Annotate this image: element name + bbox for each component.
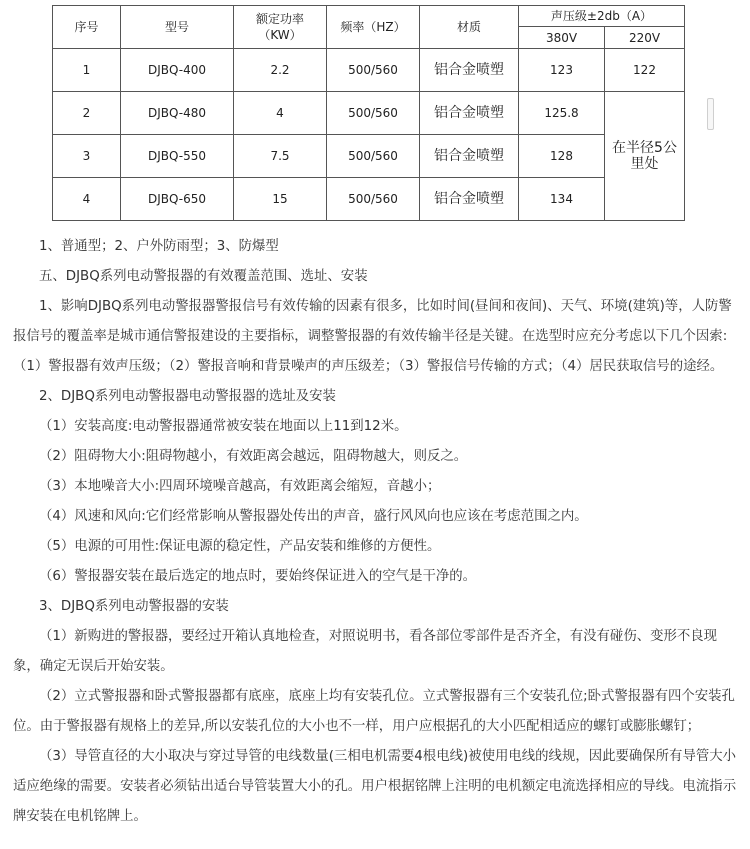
cell-material: 铝合金喷塑 (420, 92, 519, 135)
article-body (13, 232, 738, 832)
list-item: （2）立式警报器和卧式警报器都有底座，底座上均有安装孔位。立式警报器有三个安装孔位;卧式警报器有四个安装孔位。由于警报器有规格上的差异,所以安装孔位的大小也不一样，用户应根据孔的大小匹配相适应的螺钉或膨胀螺钉； (13, 689, 735, 734)
cell-380v: 125.8 (519, 92, 605, 135)
cell-model: DJBQ-480 (121, 92, 234, 135)
list-item: （3）本地噪音大小:四周环境噪音越高，有效距离会缩短，音越小； (39, 479, 441, 494)
cell-material: 铝合金喷塑 (420, 178, 519, 221)
cell-freq: 500/560 (327, 92, 420, 135)
list-item: （1）安装高度:电动警报器通常被安装在地面以上11到12米。 (39, 419, 408, 434)
paragraph-types: 1、普通型；2、户外防雨型；3、防爆型 (39, 239, 279, 254)
cell-power: 7.5 (234, 135, 327, 178)
cell-model: DJBQ-400 (121, 49, 234, 92)
table-row (53, 92, 685, 135)
header-380v: 380V (519, 27, 605, 49)
cell-220v: 122 (605, 49, 685, 92)
cell-material: 铝合金喷塑 (420, 49, 519, 92)
cell-380v: 134 (519, 178, 605, 221)
header-seq: 序号 (53, 6, 121, 49)
cell-power: 4 (234, 92, 327, 135)
header-material: 材质 (420, 6, 519, 49)
cell-freq: 500/560 (327, 178, 420, 221)
cell-220v-merged: 在半径5公里处 (605, 92, 685, 221)
header-model: 型号 (121, 6, 234, 49)
header-row (53, 6, 685, 27)
cell-seq: 1 (53, 49, 121, 92)
header-power-unit: （KW） (258, 28, 302, 42)
scroll-handle[interactable] (707, 98, 714, 130)
paragraph: 1、影响DJBQ系列电动警报器警报信号有效传输的因素有很多，比如时间(昼间和夜间)、天气、环境(建筑)等，人防警报信号的覆盖率是城市通信警报建设的主要指标，调整警报器的有效传输半径是关键。在选型时应充分考虑以下几个因索:（1）警报器有效声压级；（2）警报音响和背景噪声的声压级差；（3）警报信号传输的方式；（4）居民获取信号的途经。 (13, 299, 732, 374)
cell-380v: 128 (519, 135, 605, 178)
header-power (234, 6, 327, 49)
table-row (53, 135, 685, 178)
cell-model: DJBQ-650 (121, 178, 234, 221)
section-heading: 五、DJBQ系列电动警报器的有效覆盖范围、选址、安装 (39, 269, 368, 284)
subsection-heading: 3、DJBQ系列电动警报器的安装 (39, 599, 229, 614)
list-item: （2）阻碍物大小:阻碍物越小，有效距离会越远，阻碍物越大，则反之。 (39, 449, 468, 464)
cell-freq: 500/560 (327, 135, 420, 178)
cell-380v: 123 (519, 49, 605, 92)
subsection-heading: 2、DJBQ系列电动警报器电动警报器的选址及安装 (39, 389, 336, 404)
list-item: （1）新购进的警报器，要经过开箱认真地检查，对照说明书，看各部位零部件是否齐全，有没有碰伤、变形不良现象，确定无误后开始安装。 (13, 629, 718, 674)
cell-freq: 500/560 (327, 49, 420, 92)
list-item: （5）电源的可用性:保证电源的稳定性，产品安装和维修的方便性。 (39, 539, 441, 554)
cell-seq: 2 (53, 92, 121, 135)
header-spl: 声压级±2db（A） (519, 6, 685, 27)
spec-table (52, 5, 685, 221)
list-item: （3）导管直径的大小取决与穿过导管的电线数量(三相电机需要4根电线)被使用电线的线规，因此要确保所有导管大小适应绝缘的需要。安装者必须钻出适台导管装置大小的孔。用户根据铭牌上注明的电机额定电流选择相应的导线。电流指示牌安装在电机铭牌上。 (13, 749, 737, 824)
list-item: （6）警报器安装在最后选定的地点时，要始终保证进入的空气是干净的。 (39, 569, 477, 584)
cell-model: DJBQ-550 (121, 135, 234, 178)
cell-material: 铝合金喷塑 (420, 135, 519, 178)
cell-power: 2.2 (234, 49, 327, 92)
cell-seq: 3 (53, 135, 121, 178)
table-row (53, 178, 685, 221)
table-row (53, 49, 685, 92)
cell-seq: 4 (53, 178, 121, 221)
cell-power: 15 (234, 178, 327, 221)
header-power-label: 额定功率 (255, 12, 304, 26)
list-item: （4）风速和风向:它们经常影响从警报器处传出的声音，盛行风风向也应该在考虑范围之内。 (39, 509, 588, 524)
header-freq: 频率（HZ） (327, 6, 420, 49)
header-220v: 220V (605, 27, 685, 49)
